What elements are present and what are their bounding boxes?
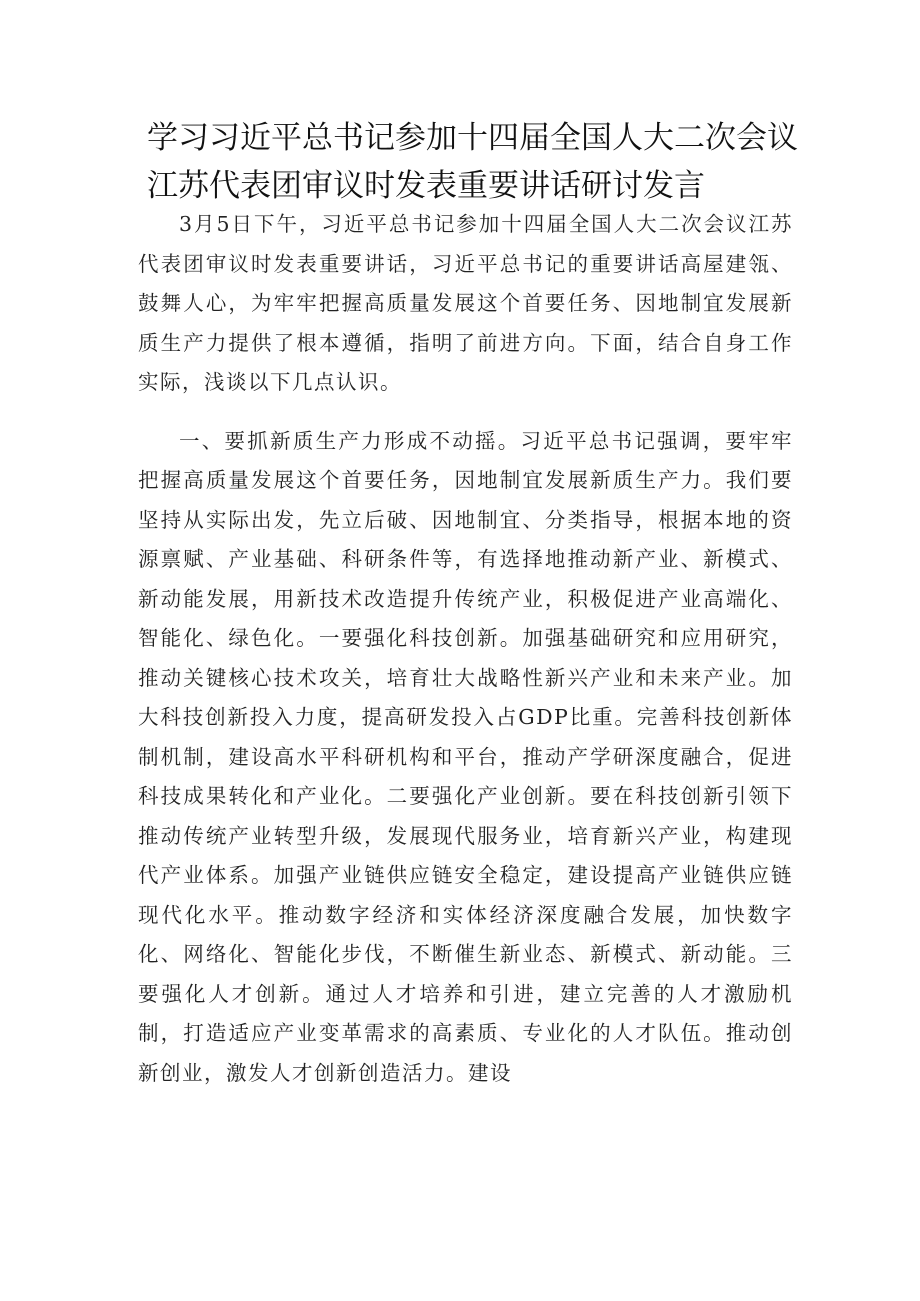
- document-body: [138, 205, 793, 1093]
- document-title: [147, 114, 798, 210]
- title-line-1: 学习习近平总书记参加十四届全国人大二次会议: [147, 120, 798, 156]
- title-line-2: 江苏代表团审议时发表重要讲话研讨发言: [147, 168, 705, 204]
- paragraph-intro: 3月5日下午，习近平总书记参加十四届全国人大二次会议江苏代表团审议时发表重要讲话，习近平总书记的重要讲话高屋建瓴、鼓舞人心，为牢牢把握高质量发展这个首要任务、因地制宜发展新质生产力提供了根本遵循，指明了前进方向。下面，结合自身工作实际，浅谈以下几点认识。: [138, 212, 793, 394]
- paragraph-section-1: 一、要抓新质生产力形成不动摇。习近平总书记强调，要牢牢把握高质量发展这个首要任务，因地制宜发展新质生产力。我们要坚持从实际出发，先立后破、因地制宜、分类指导，根据本地的资源禀赋、产业基础、科研条件等，有选择地推动新产业、新模式、新动能发展，用新技术改造提升传统产业，积极促进产业高端化、智能化、绿色化。一要强化科技创新。加强基础研究和应用研究，推动关键核心技术攻关，培育壮大战略性新兴产业和未来产业。加大科技创新投入力度，提高研发投入占GDP比重。完善科技创新体制机制，建设高水平科研机构和平台，推动产学研深度融合，促进科技成果转化和产业化。二要强化产业创新。要在科技创新引领下推动传统产业转型升级，发展现代服务业，培育新兴产业，构建现代产业体系。加强产业链供应链安全稳定，建设提高产业链供应链现代化水平。推动数字经济和实体经济深度融合发展，加快数字化、网络化、智能化步伐，不断催生新业态、新模式、新动能。三要强化人才创新。通过人才培养和引进，建立完善的人才激励机制，打造适应产业变革需求的高素质、专业化的人才队伍。推动创新创业，激发人才创新创造活力。建设: [138, 428, 793, 1085]
